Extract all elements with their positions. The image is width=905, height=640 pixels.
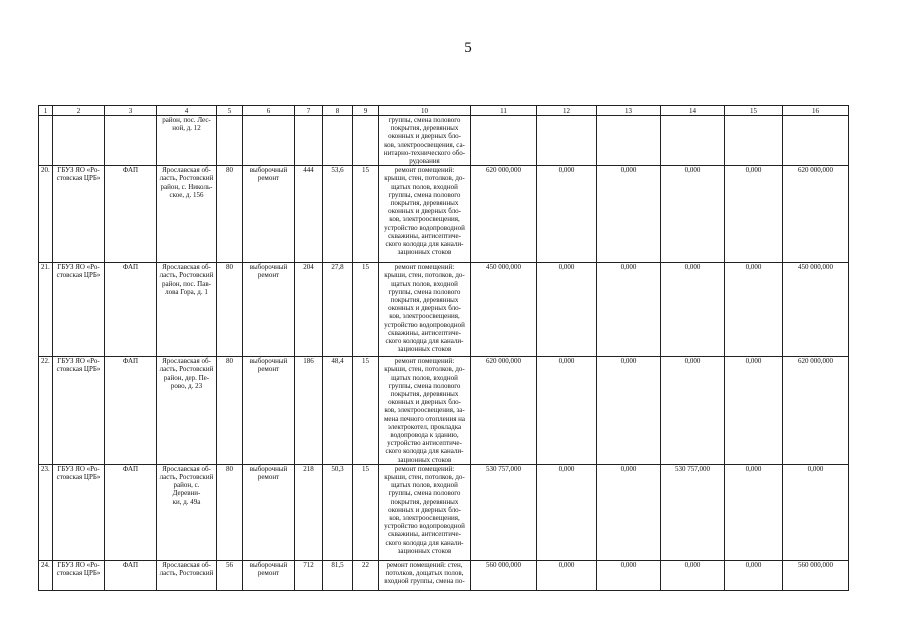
table-row [39, 357, 849, 465]
value-cell-7: 444 [295, 166, 323, 263]
description-cell: ремонт помещений: стен, потолков, дощатых полов, входной группы, смена по- [379, 560, 471, 590]
amount-cell-15: 0,000 [725, 166, 783, 263]
value-cell-8: 48,4 [323, 357, 353, 465]
column-number: 6 [243, 106, 295, 116]
amount-cell-12: 0,000 [537, 263, 597, 357]
value-cell-9: 22 [353, 560, 379, 590]
description-cell: ремонт помещений: крыши, стен, потолков, до- щатых полов, входной группы, смена полового покрытия, деревянных оконных и дверных бло- ков, электроосвещения, устройство водопроводной скважины, антисептиче- ского колодца для канали- зационных стоков [379, 263, 471, 357]
amount-cell-14: 0,000 [661, 263, 725, 357]
amount-cell-14: 530 757,000 [661, 464, 725, 560]
value-cell-8: 50,3 [323, 464, 353, 560]
value-cell-5: 56 [217, 560, 243, 590]
amount-cell-14: 0,000 [661, 357, 725, 465]
column-number: 10 [379, 106, 471, 116]
address-cell: район, пос. Лес- ной, д. 12 [157, 116, 217, 166]
amount-cell-16: 620 000,000 [783, 357, 849, 465]
facility-type-cell: ФАП [105, 464, 157, 560]
amount-cell-12: 0,000 [537, 166, 597, 263]
facility-type-cell: ФАП [105, 166, 157, 263]
amount-cell-15: 0,000 [725, 464, 783, 560]
amount-cell-16: 620 000,000 [783, 166, 849, 263]
column-number: 12 [537, 106, 597, 116]
address-cell: Ярославская об- ласть, Ростовский район, с. Деревни- ки, д. 49а [157, 464, 217, 560]
amount-cell-11: 620 000,000 [471, 357, 537, 465]
address-cell: Ярославская об- ласть, Ростовский район, с. Николь- ское, д. 156 [157, 166, 217, 263]
value-cell-5: 80 [217, 166, 243, 263]
table-row [39, 166, 849, 263]
facility-type-cell: ФАП [105, 560, 157, 590]
organization-cell: ГБУЗ ЯО «Ро- стовская ЦРБ» [53, 357, 105, 465]
value-cell-7: 712 [295, 560, 323, 590]
value-cell-8: 27,8 [323, 263, 353, 357]
column-number: 13 [597, 106, 661, 116]
amount-cell-11: 450 000,000 [471, 263, 537, 357]
value-cell-9: 15 [353, 263, 379, 357]
table-body [39, 106, 849, 591]
amount-cell-12: 0,000 [537, 357, 597, 465]
column-number: 3 [105, 106, 157, 116]
amount-cell-14: 0,000 [661, 560, 725, 590]
amount-cell-16: 450 000,000 [783, 263, 849, 357]
organization-cell: ГБУЗ ЯО «Ро- стовская ЦРБ» [53, 464, 105, 560]
value-cell-5: 80 [217, 357, 243, 465]
amount-cell-15: 0,000 [725, 357, 783, 465]
address-cell: Ярославская об- ласть, Ростовский [157, 560, 217, 590]
row-number-cell: 24. [39, 560, 53, 590]
amount-cell-15: 0,000 [725, 263, 783, 357]
address-cell: Ярославская об- ласть, Ростовский район, дер. Пе- рово, д. 23 [157, 357, 217, 465]
repair-program-table [38, 105, 849, 591]
facility-type-cell: ФАП [105, 357, 157, 465]
description-cell: ремонт помещений: крыши, стен, потолков, до- щатых полов, входной группы, смена полового покрытия, деревянных оконных и дверных бло- ков, электроосвещения, устройство водопроводной скважины, антисептиче- ского колодца для канали- зационных стоков [379, 464, 471, 560]
amount-cell-16: 0,000 [783, 464, 849, 560]
description-cell: группы, смена полового покрытия, деревянных оконных и дверных бло- ков, электроосвещения, са- нитарно-технического обо- рудования [379, 116, 471, 166]
repair-type-cell: выборочный ремонт [243, 357, 295, 465]
value-cell-9: 15 [353, 166, 379, 263]
repair-type-cell: выборочный ремонт [243, 464, 295, 560]
repair-type-cell: выборочный ремонт [243, 166, 295, 263]
description-cell: ремонт помещений: крыши, стен, потолков, до- щатых полов, входной группы, смена полового покрытия, деревянных оконных и дверных бло- ков, электроосвещения, за- мена печного отопления на электрокотел, прокладка водопровода к зданию, устройство антисептиче- ского колодца для канали- зационных стоков [379, 357, 471, 465]
column-number: 9 [353, 106, 379, 116]
column-number: 15 [725, 106, 783, 116]
organization-cell: ГБУЗ ЯО «Ро- стовская ЦРБ» [53, 263, 105, 357]
row-number-cell: 20. [39, 166, 53, 263]
column-number: 1 [39, 106, 53, 116]
repair-type-cell: выборочный ремонт [243, 263, 295, 357]
value-cell-8: 81,5 [323, 560, 353, 590]
value-cell-5: 80 [217, 263, 243, 357]
column-number: 16 [783, 106, 849, 116]
organization-cell: ГБУЗ ЯО «Ро- стовская ЦРБ» [53, 166, 105, 263]
value-cell-7: 218 [295, 464, 323, 560]
amount-cell-13: 0,000 [597, 166, 661, 263]
column-number: 5 [217, 106, 243, 116]
value-cell-9: 15 [353, 357, 379, 465]
amount-cell-11: 560 000,000 [471, 560, 537, 590]
value-cell-7: 204 [295, 263, 323, 357]
value-cell-5: 80 [217, 464, 243, 560]
amount-cell-13: 0,000 [597, 560, 661, 590]
amount-cell-13: 0,000 [597, 357, 661, 465]
amount-cell-15: 0,000 [725, 560, 783, 590]
amount-cell-12: 0,000 [537, 560, 597, 590]
column-number: 7 [295, 106, 323, 116]
address-cell: Ярославская об- ласть, Ростовский район, пос. Пав- лова Гора, д. 1 [157, 263, 217, 357]
table-row [39, 263, 849, 357]
column-number: 4 [157, 106, 217, 116]
column-number: 8 [323, 106, 353, 116]
value-cell-7: 186 [295, 357, 323, 465]
value-cell-9: 15 [353, 464, 379, 560]
continuation-row [39, 116, 849, 166]
table-row [39, 464, 849, 560]
amount-cell-12: 0,000 [537, 464, 597, 560]
facility-type-cell: ФАП [105, 263, 157, 357]
amount-cell-14: 0,000 [661, 166, 725, 263]
amount-cell-13: 0,000 [597, 263, 661, 357]
row-number-cell: 23. [39, 464, 53, 560]
column-number-row [39, 106, 849, 116]
value-cell-8: 53,6 [323, 166, 353, 263]
amount-cell-16: 560 000,000 [783, 560, 849, 590]
row-number-cell: 22. [39, 357, 53, 465]
description-cell: ремонт помещений: крыши, стен, потолков, до- щатых полов, входной группы, смена полового покрытия, деревянных оконных и дверных бло- ков, электроосвещения, устройство водопроводной скважины, антисептиче- ского колодца для канали- зационных стоков [379, 166, 471, 263]
column-number: 14 [661, 106, 725, 116]
amount-cell-11: 620 000,000 [471, 166, 537, 263]
organization-cell: ГБУЗ ЯО «Ро- стовская ЦРБ» [53, 560, 105, 590]
page-number: 5 [464, 40, 472, 56]
table-row [39, 560, 849, 590]
amount-cell-13: 0,000 [597, 464, 661, 560]
column-number: 2 [53, 106, 105, 116]
repair-type-cell: выборочный ремонт [243, 560, 295, 590]
column-number: 11 [471, 106, 537, 116]
amount-cell-11: 530 757,000 [471, 464, 537, 560]
row-number-cell: 21. [39, 263, 53, 357]
